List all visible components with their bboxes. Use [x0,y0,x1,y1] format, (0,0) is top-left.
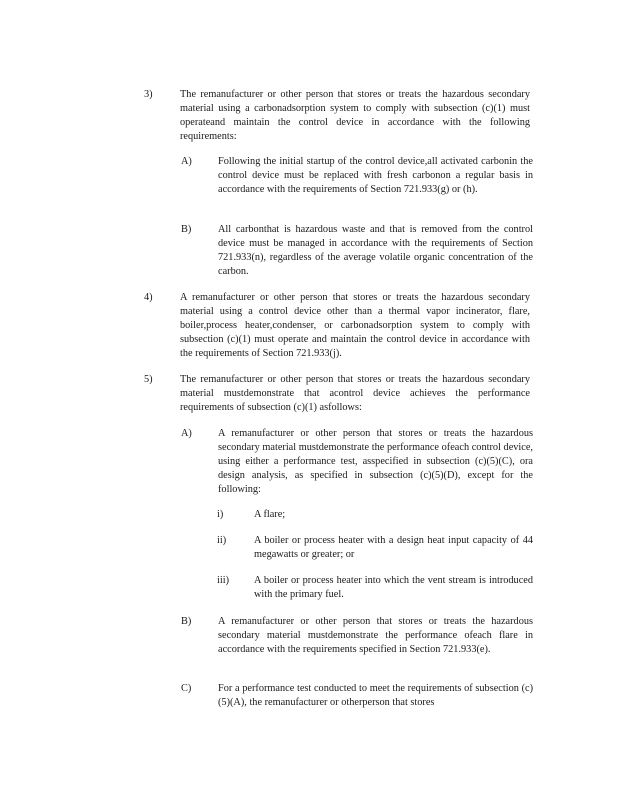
item-text: All carbonthat is hazardous waste and that is removed from the control device must be managed in accordance with the requirements of Section 721.933(n), regardless of the average volatile organic concentration of the carbon. [218,224,533,277]
item-text: A remanufacturer or other person that stores or treats the hazardous secondary material mustdemonstrate the performance ofeach control device, using either a performance test, asspecified in subsection (c)(5)(C), ora design analysis, as specified in subsection (c)(5)(D), except for the following: [218,428,533,495]
item-text: A boiler or process heater with a design heat input capacity of 44 megawatts or greater; or [254,535,533,560]
item-number: ii) [217,535,227,546]
item-number: iii) [217,575,230,586]
item-number: 5) [144,374,153,385]
item-number: A) [181,156,192,167]
item-text: The remanufacturer or other person that stores or treats the hazardous secondary material mustdemonstrate that acontrol device achieves the performance requirements of subsection (c)(1) asfollows: [180,374,530,413]
item-number: 4) [144,292,153,303]
item-text: For a performance test conducted to meet the requirements of subsection (c)(5)(A), the remanufacturer or otherperson that stores [218,683,533,708]
item-text: Following the initial startup of the control device,all activated carbonin the control device must be replaced with fresh carbonon a regular basis in accordance with the requirements of Section 721.933(g) or (h). [218,156,533,195]
item-number: B) [181,224,192,235]
item-text: A boiler or process heater into which the vent stream is introduced with the primary fuel. [254,575,533,600]
item-number: i) [217,509,224,520]
item-number: A) [181,428,192,439]
item-text: The remanufacturer or other person that stores or treats the hazardous secondary material using a carbonadsorption system to comply with subsection (c)(1) must operateand maintain the control device in accordance with the following requirements: [180,89,530,142]
item-number: B) [181,616,192,627]
item-text: A flare; [254,509,286,520]
item-number: C) [181,683,192,694]
item-text: A remanufacturer or other person that stores or treats the hazardous secondary material mustdemonstrate the performance ofeach flare in accordance with the requirements specified in Section 721.933(e). [218,616,533,655]
item-number: 3) [144,89,153,100]
item-text: A remanufacturer or other person that stores or treats the hazardous secondary material using a control device other than a thermal vapor incinerator, flare, boiler,process heater,condenser, or carbonadsorption system to comply with subsection (c)(1) must operate and maintain the control device in accordance with the requirements of Section 721.933(j). [180,292,530,359]
